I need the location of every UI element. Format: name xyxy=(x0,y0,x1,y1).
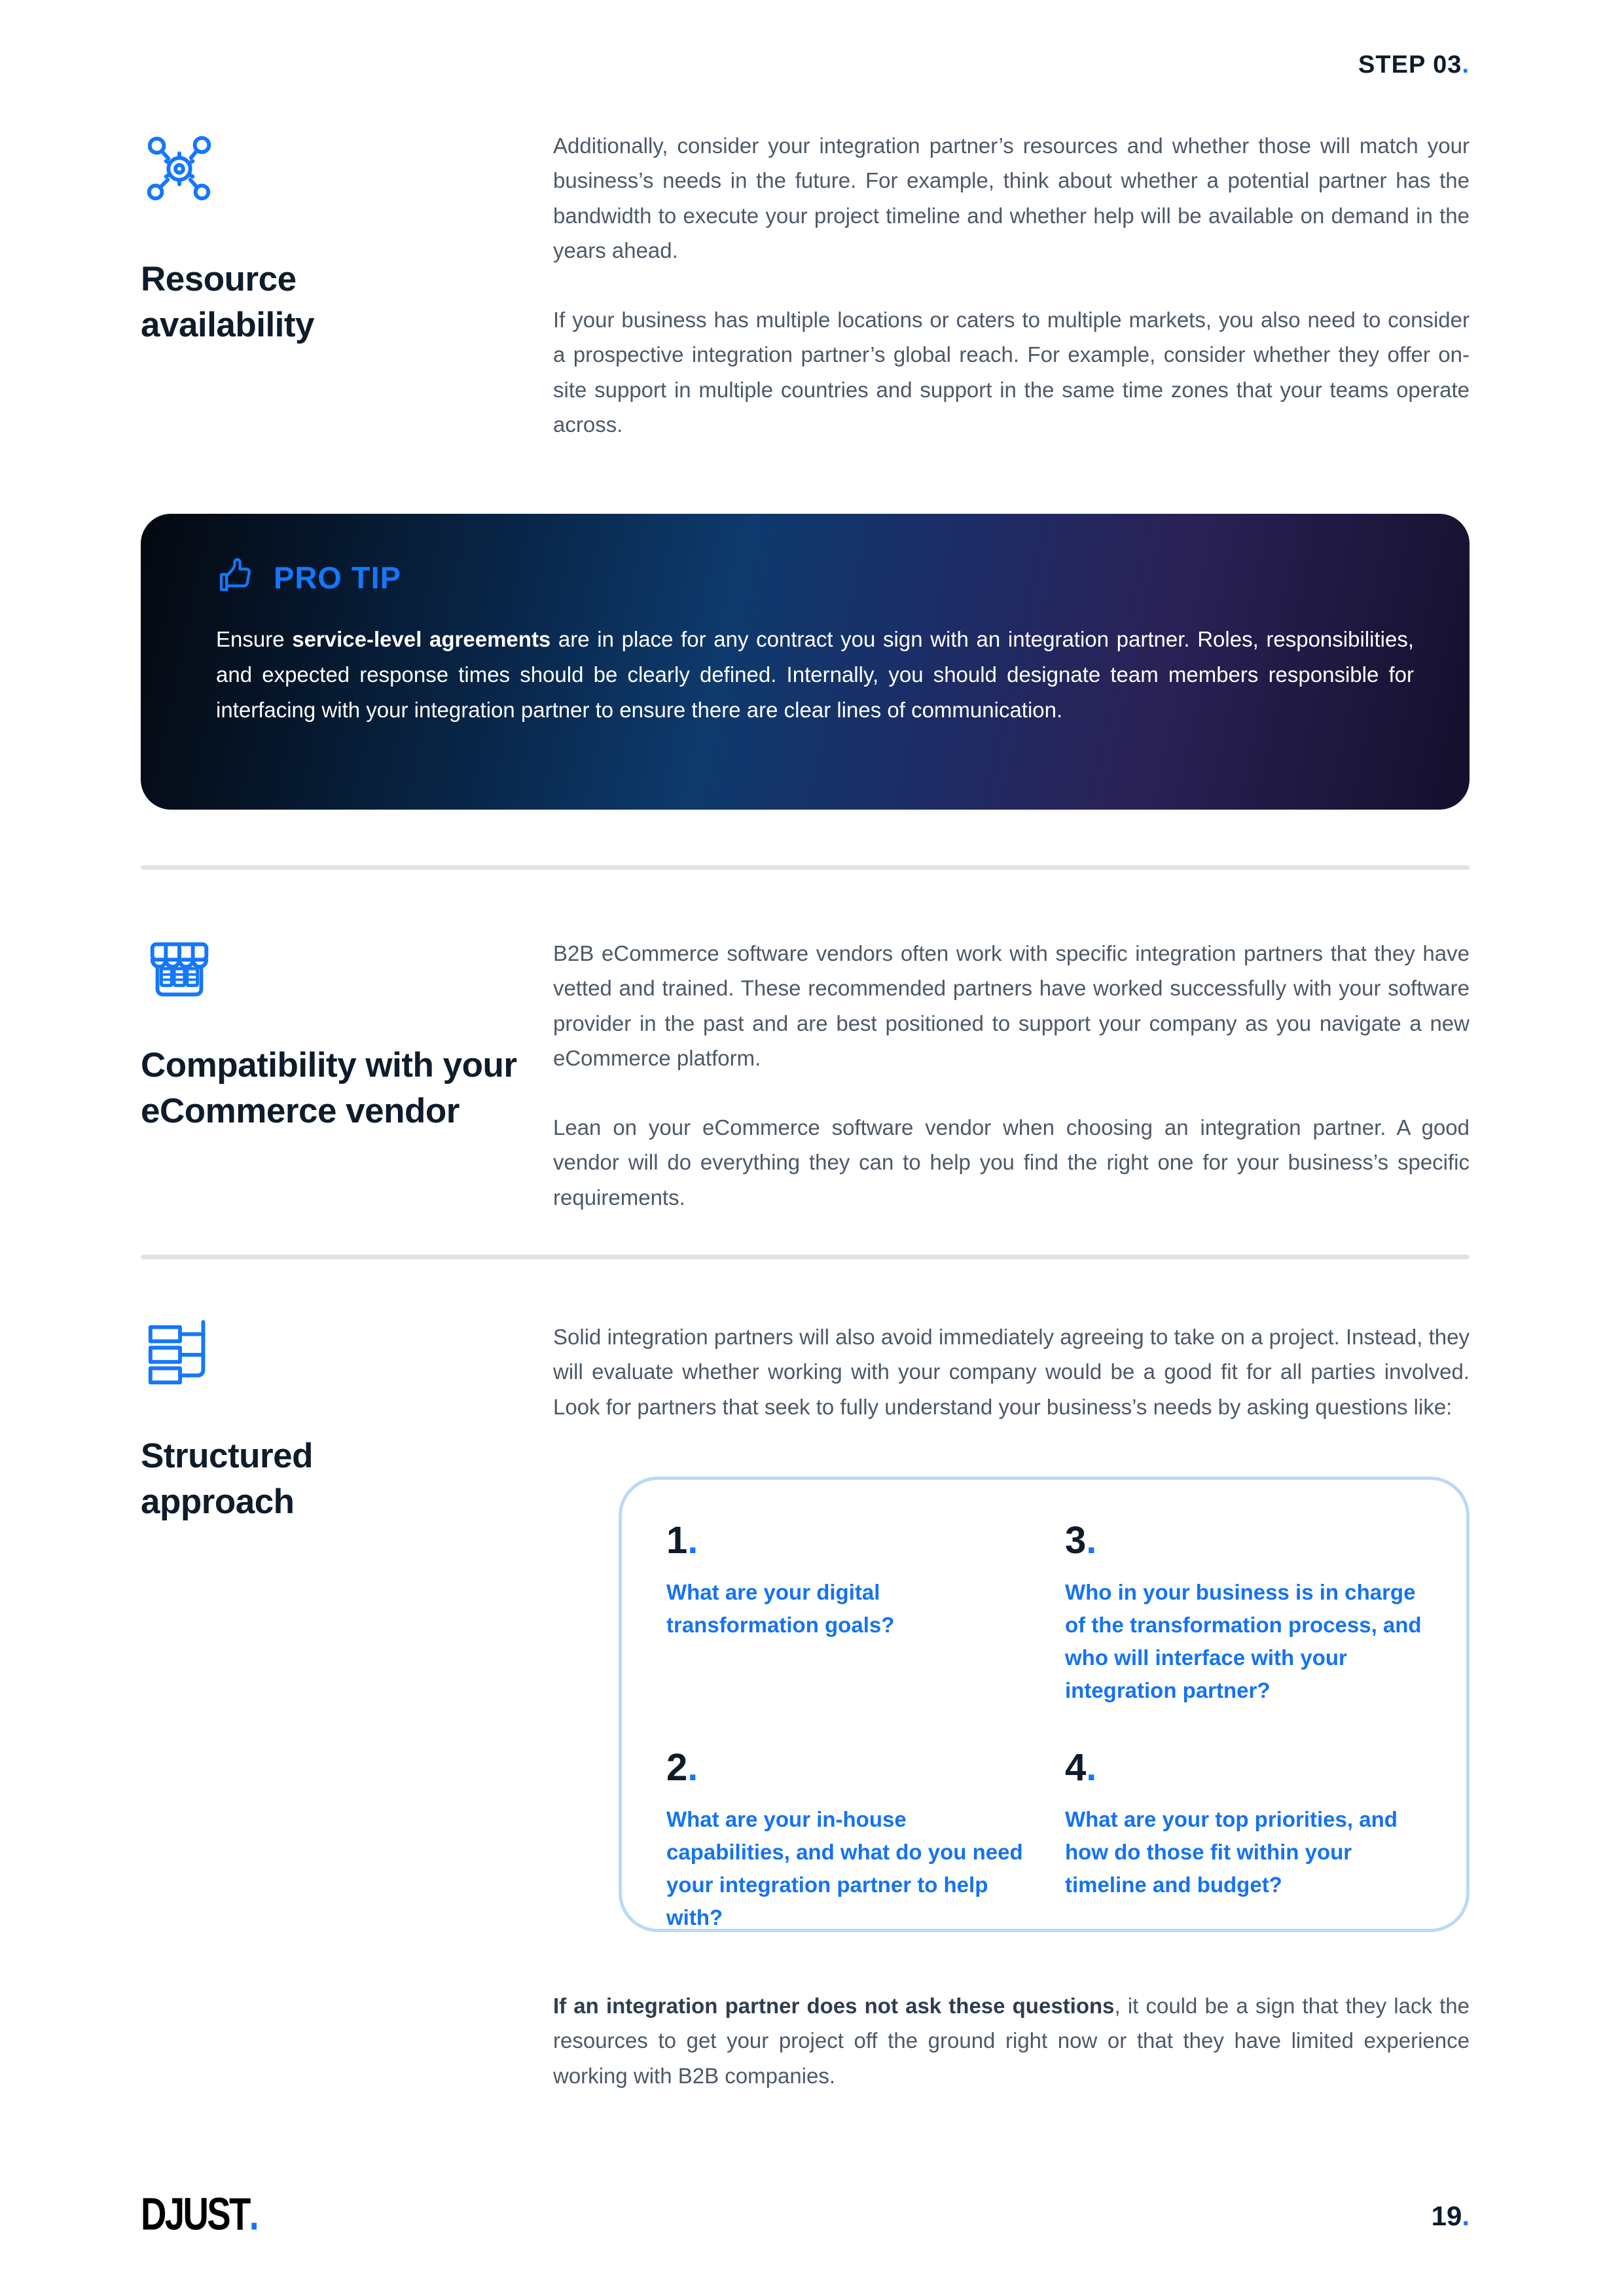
section-heading-structured-approach: Structured approach xyxy=(141,1437,313,1521)
pro-tip-title: PRO TIP xyxy=(274,560,402,595)
step-label xyxy=(1358,51,1470,79)
section-heading-resource-availability: Resource availability xyxy=(141,260,315,344)
paragraph: If your business has multiple locations or caters to multiple markets, you also need to consider a prospective integration partner’s global reach. For example, consider whether they offer on-site support in multiple countries and support in the same time zones that your teams operate across. xyxy=(553,307,1470,437)
question-number-dot: . xyxy=(1086,1746,1097,1789)
question-item-1 xyxy=(666,1519,1023,1707)
question-item-4 xyxy=(1065,1746,1422,1934)
djust-logo-text: DJUST xyxy=(141,2189,249,2240)
storefront-icon xyxy=(141,933,218,1010)
question-number xyxy=(1065,1746,1422,1790)
question-number xyxy=(1065,1519,1422,1563)
question-item-2 xyxy=(666,1746,1023,1934)
question-number-dot: . xyxy=(687,1746,698,1789)
question-number xyxy=(666,1746,1023,1790)
thumbs-up-icon xyxy=(216,556,257,600)
question-text: What are your in-house capabilities, and what do you need your integration partner to help with? xyxy=(666,1807,1023,1930)
section-body-ecommerce-vendor-compatibility xyxy=(553,936,1470,1215)
pro-tip-text-rest: are in place for any contract you sign with an integration partner. Roles, responsibilities, and expected response times should be clearly defined. Internally, you should designate team members responsible for interfacing with your integration partner to ensure there are clear lines of communication. xyxy=(216,627,1414,722)
pro-tip-header xyxy=(216,556,1414,600)
question-number-text: 3 xyxy=(1065,1519,1087,1562)
section-divider xyxy=(141,865,1470,870)
pro-tip-text-bold: service-level agreements xyxy=(292,627,551,651)
page-number-dot: . xyxy=(1462,2200,1470,2231)
section-divider xyxy=(141,1255,1470,1259)
question-text: What are your digital transformation goals? xyxy=(666,1579,895,1637)
page-number-text: 19 xyxy=(1431,2200,1462,2231)
question-number xyxy=(666,1519,1023,1563)
section-heading-ecommerce-vendor-compatibility: Compatibility with your eCommerce vendor xyxy=(141,1046,517,1130)
closing-bold-text: If an integration partner does not ask these questions xyxy=(553,1994,1115,2018)
closing-rest-text: , it could be a sign that they lack the resources to get your project off the ground right now or that they have limited experience working with B2B companies. xyxy=(553,1994,1470,2088)
pro-tip-text-lead: Ensure xyxy=(216,627,293,651)
question-text: What are your top priorities, and how do those fit within your timeline and budget? xyxy=(1065,1807,1398,1897)
partner-questions-box xyxy=(619,1477,1470,1932)
paragraph: B2B eCommerce software vendors often work with specific integration partners that they have vetted and trained. These recommended partners have worked successfully with your software provider in the past and are best positioned to support your company as you navigate a new eCommerce platform. xyxy=(553,941,1470,1071)
section-body-structured-approach xyxy=(553,1319,1470,1424)
step-label-text: STEP 03 xyxy=(1358,51,1462,79)
paragraph: Lean on your eCommerce software vendor when choosing an integration partner. A good vendor will do everything they can to help you find the right one for your business’s specific requirements. xyxy=(553,1115,1470,1210)
paragraph: Solid integration partners will also avoid immediately agreeing to take on a project. Instead, they will evaluate whether working with your company would be a good fit for all parties involved. Look for partners that seek to fully understand your business’s needs by asking questions like: xyxy=(553,1325,1470,1419)
pro-tip-callout xyxy=(141,514,1470,810)
djust-logo xyxy=(141,2189,259,2241)
paragraph: Additionally, consider your integration partner’s resources and whether those will match your business’s needs in the future. For example, think about whether a potential partner has the bandwidth to execute your project timeline and whether help will be available on demand in the years ahead. xyxy=(553,134,1470,263)
question-number-text: 2 xyxy=(666,1746,688,1789)
org-structure-icon xyxy=(143,1314,220,1391)
question-number-text: 1 xyxy=(666,1519,688,1562)
paragraph xyxy=(553,1988,1470,2093)
pro-tip-text xyxy=(216,622,1414,727)
question-item-3 xyxy=(1065,1519,1422,1707)
question-number-dot: . xyxy=(687,1519,698,1562)
question-number-text: 4 xyxy=(1065,1746,1087,1789)
hub-gear-icon xyxy=(141,130,218,207)
closing-paragraph xyxy=(553,1988,1470,2093)
question-number-dot: . xyxy=(1086,1519,1097,1562)
question-text: Who in your business is in charge of the transformation process, and who will interface with your integration partner? xyxy=(1065,1579,1422,1703)
section-body-resource-availability xyxy=(553,128,1470,442)
djust-logo-dot: . xyxy=(249,2189,259,2240)
page-number xyxy=(1432,2200,1470,2232)
step-label-dot: . xyxy=(1462,51,1470,79)
